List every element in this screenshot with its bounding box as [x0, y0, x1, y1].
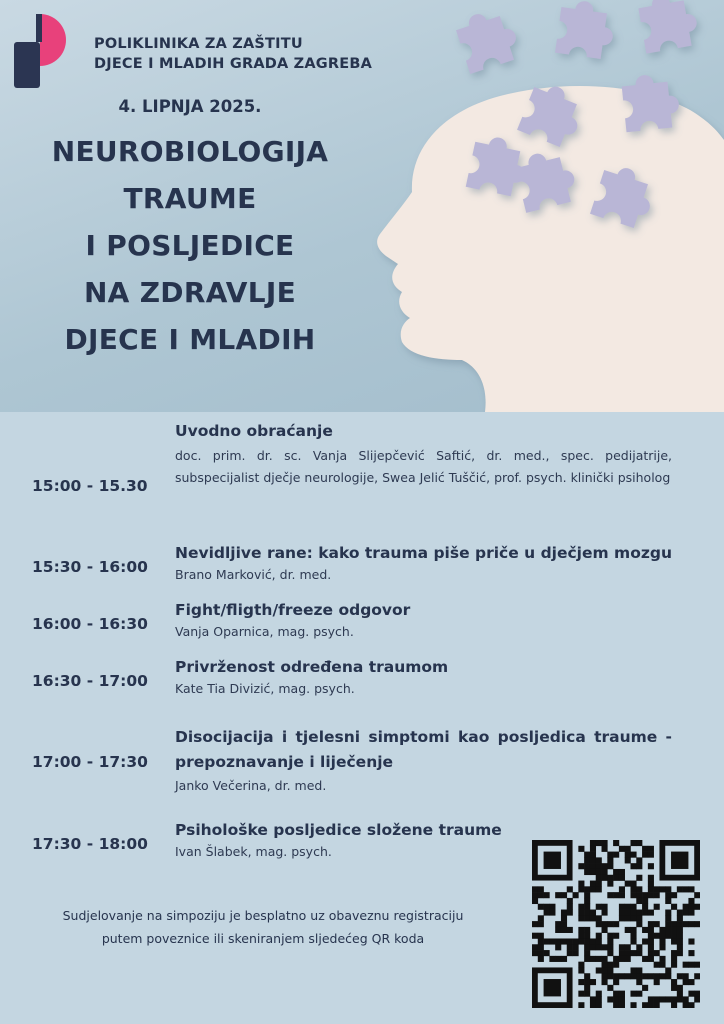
talk-speaker: Ivan Šlabek, mag. psych. — [175, 844, 332, 859]
slot-time: 15:30 - 16:00 — [32, 558, 148, 576]
talk — [175, 420, 672, 489]
talk-speaker: Vanja Oparnica, mag. psych. — [175, 624, 354, 639]
event-title — [20, 128, 360, 363]
talk-title: Uvodno obraćanje — [175, 422, 333, 440]
organization-line-2: DJECE I MLADIH GRADA ZAGREBA — [94, 56, 373, 72]
organization-name — [94, 34, 372, 74]
slot-time: 16:00 - 16:30 — [32, 615, 148, 633]
clinic-logo — [14, 14, 66, 88]
organization-line-1: POLIKLINIKA ZA ZAŠTITU — [94, 36, 303, 52]
talk-title: Privrženost određena traumom — [175, 658, 449, 676]
slot-time: 15:00 - 15.30 — [32, 477, 148, 495]
registration-note-line-1: Sudjelovanje na simpoziju je besplatno uz obaveznu registraciju — [62, 908, 464, 923]
talk-title: Psihološke posljedice složene traume — [175, 821, 502, 839]
talk-title: Nevidljive rane: kako trauma piše priče u dječjem mozgu — [175, 544, 673, 562]
talk-speaker: Kate Tia Divizić, mag. psych. — [175, 681, 355, 696]
event-date: 4. LIPNJA 2025. — [118, 97, 262, 116]
talk-speaker: Janko Večerina, dr. med. — [175, 778, 327, 793]
title-line: NEUROBIOLOGIJA — [51, 135, 329, 168]
slot-time: 17:00 - 17:30 — [32, 753, 148, 771]
talk — [175, 725, 672, 797]
slot-time: 17:30 - 18:00 — [32, 835, 148, 853]
title-line: NA ZDRAVLJE — [83, 276, 297, 309]
slot-time: 16:30 - 17:00 — [32, 672, 148, 690]
title-line: I POSLJEDICE — [85, 229, 295, 262]
talk — [175, 542, 672, 586]
title-line: TRAUME — [123, 182, 257, 215]
talk-speaker: Brano Marković, dr. med. — [175, 567, 332, 582]
registration-qr-code[interactable] — [532, 840, 700, 1008]
title-line: DJECE I MLADIH — [64, 323, 316, 356]
registration-note-line-2: putem poveznice ili skeniranjem sljedećeg QR koda — [101, 931, 425, 946]
talk-title: Fight/fligth/freeze odgovor — [175, 601, 411, 619]
talk-title: Disocijacija i tjelesni simptomi kao posljedica traume - prepoznavanje i liječenje — [175, 728, 672, 771]
registration-note — [18, 904, 508, 950]
talk-speaker: doc. prim. dr. sc. Vanja Slijepčević Saftić, dr. med., spec. pedijatrije, subspecijalist dječje neurologije, Swea Jelić Tuščić, prof. psych. klinički psiholog — [175, 448, 672, 485]
talk — [175, 656, 672, 700]
talk — [175, 599, 672, 643]
hero-banner — [0, 0, 724, 412]
